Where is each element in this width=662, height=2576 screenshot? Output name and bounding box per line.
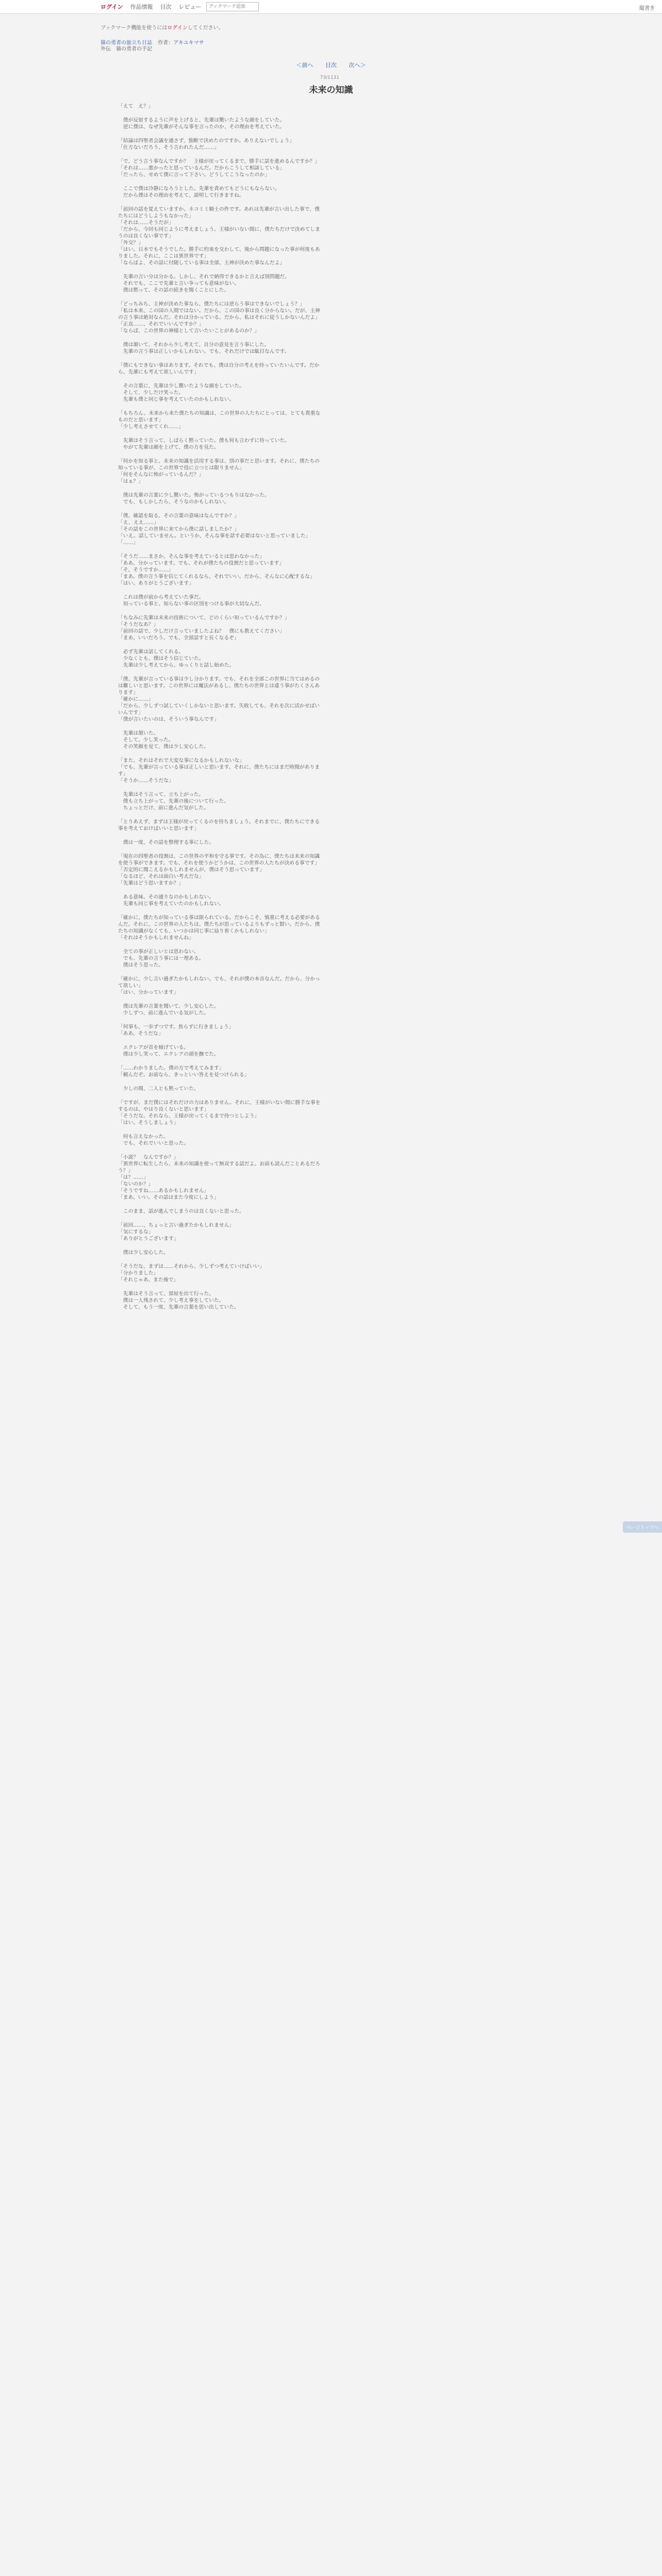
body-paragraph: 「そうだな、まずは……それから、少しずつ考えていけばいい」 「分かりました」 「それじゃあ、また後で」 <box>118 1264 265 1283</box>
body-paragraph: 僕は頷いて、それから少し考えて、自分の意見を言う事にした。 先輩の言う事は正しいかもしれない。でも、それだけでは駄目なんです。 <box>123 342 290 354</box>
body-paragraph: 僕は先輩の言葉を聞いて、少し安心した。 少しずつ、前に進んでいる気がした。 <box>123 1004 219 1016</box>
author-label: 作者： <box>158 40 174 46</box>
toc-link[interactable]: 目次 <box>325 62 337 69</box>
body-paragraph: 先輩はそう言って、部屋を出て行った。 僕は一人残されて、少し考え事をしていた。 そして、もう一度、先輩の言葉を思い出していた。 <box>123 1291 239 1310</box>
vertical-writing-link[interactable]: 縦書き <box>639 6 655 11</box>
nav-link-toc[interactable]: 目次 <box>160 4 172 10</box>
body-paragraph: 「ちなみに先輩は未来の技術について、どのくらい知っているんですか？」 「そうだなあ？」 「前回の話で、少しだけ言っていましたよね？ 僕にも教えてください」 「まあ、いいだろう。でも、全部話すと長くなるぞ」 <box>118 615 290 641</box>
body-paragraph: 先輩の言い分は分かる。しかし、それで納得できるかと言えば別問題だ。 それでも、ここで先輩と言い争っても意味がない。 僕は黙って、その話の続きを聞くことにした。 <box>123 274 290 293</box>
body-paragraph: 「何事も、一歩ずつです。焦らずに行きましょう」 「ああ、そうだな」 <box>118 1024 234 1037</box>
body-paragraph: 「確かに、少し言い過ぎたかもしれない。でも、それが僕の本音なんだ。だから、分かって欲しい」 「はい、分かっています」 <box>118 976 320 995</box>
notice-prefix: ブックマーク機能を使うには <box>101 25 168 31</box>
body-paragraph: 「ですが、まだ僕にはそれだけの力はありません。それに、王様がいない間に勝手な事をするのは、やはり良くないと思います」 「そうだな。それなら、王様が戻ってくるまで待つとしよう」 「はい。そうしましょう」 <box>118 1100 321 1126</box>
body-paragraph: 「前回の話を覚えていますか。ネコミミ騎士の件です。あれは先輩が言い出した事で、僕たちにはどうしようもなかった」 「それは……そうだが」 「だから、今回も同じように考えましょう。王様がいない間に、僕たちだけで決めてしまうのは良くない事です」 「外交？」 「はい。日本でもそうでした。勝手に約束を交わして、後から問題になった事が何度もありました。それに、ここは異世界です」 「ならばよ、その話に付随している事は全部、主神が決めた事なんだよ」 <box>118 207 320 266</box>
body-paragraph: 「僕、先輩が言っている事は少し分かります。でも、それを全部この世界に当てはめるのは難しいと思います。この世界には魔法があるし、僕たちの世界とは違う事がたくさんあります」 「確かに……」 「だから、少しずつ試していくしかないと思います。失敗しても、それを次に活かせばいいんです」 「僕が言いたいのは、そういう事なんです」 <box>118 676 320 722</box>
body-paragraph: 全ての事が正しいとは思わない。 でも、先輩の言う事には一理ある。 僕はそう思った。 <box>123 949 204 968</box>
body-paragraph: 「また、それはそれで大変な事になるかもしれないな」 「でも、先輩が言っている事は正しいと思います。それに、僕たちにはまだ時間があります」 「そうか……そうだな」 <box>118 758 320 784</box>
notice-suffix: してください。 <box>187 25 224 31</box>
body-paragraph: 「結論は四聖者会議を通さず、独断で決めたのですか。ありえないでしょう」 「仕方ないだろう、そう言われたんだ……」 <box>118 138 295 150</box>
bookmark-notice <box>101 23 224 31</box>
body-paragraph: 「小説？ なんですか？」 「異世界に転生したら、未来の知識を使って無双する話だよ。お前も読んだことあるだろう？」 「は？……」 「ないのか？」 「そうですね……あるかもしれません」 「まあ、いい。その話はまた今度にしよう」 <box>118 1155 320 1200</box>
author-link[interactable]: アキユキマサ <box>173 40 204 46</box>
body-paragraph: 少しの間、二人とも黙っていた。 <box>118 1086 199 1092</box>
body-paragraph: 先輩はそう言って、しばらく黙っていた。僕も何も言わずに待っていた。 やがて先輩は顔を上げて、僕の方を見た。 <box>123 438 290 450</box>
body-paragraph: 「何かを知る事と、未来の知識を活用する事は、別の事だと思います。それに、僕たちの知っている事が、この世界で役に立つとは限りません」 「何をそんなに怖がっているんだ？」 「はぁ？」 <box>118 459 320 484</box>
nav-link-work-info[interactable]: 作品情報 <box>130 4 153 10</box>
body-paragraph: 先輩はそう言って、立ち上がった。 僕も立ち上がって、先輩の後について行った。 ちょっとだけ、前に進んだ気がした。 <box>123 792 229 811</box>
bookmark-button[interactable] <box>206 2 259 11</box>
series-title-link[interactable]: 猫の勇者の旅立ち日誌 <box>101 40 152 46</box>
body-paragraph: このまま、話が進んでしまうのは良くないと思った。 <box>118 1209 244 1214</box>
login-link[interactable]: ログイン <box>101 4 123 10</box>
work-subtitle: 外伝 猫の勇者の手記 <box>101 46 152 52</box>
prev-episode-link[interactable]: ＜前へ <box>296 62 313 69</box>
body-paragraph: ここで僕は冷静になろうとした。先輩を責めてもどうにもならない。 だから僕はその理由を考えて、説明して行きますね。 <box>123 186 280 198</box>
novel-body <box>118 103 324 1318</box>
body-paragraph: 「僕にもできない事はあります。それでも、僕は自分の考えを持っていたいんです。だから、先輩にも考えて欲しいんです」 <box>118 363 320 375</box>
episode-number: 73/1131 <box>320 75 339 80</box>
top-navigation-bar <box>0 0 662 14</box>
body-paragraph: 僕は少し安心した。 <box>118 1250 169 1256</box>
page-top-button[interactable]: ページトップへ <box>623 1521 662 1533</box>
body-paragraph: 「前回……、ちょっと言い過ぎたかもしれません」 「気にするな」 「ありがとうございます」 <box>118 1223 235 1242</box>
body-paragraph: 「とりあえず、まずは王様が戻ってくるのを待ちましょう。それまでに、僕たちにできる事を考えておけばいいと思います」 <box>118 819 320 832</box>
body-paragraph: ある意味、その通りなのかもしれない。 先輩も同じ事を考えていたのかもしれない。 <box>123 894 224 907</box>
body-paragraph: 僕が反射するように声を上げると、先輩は驚いたような顔をしていた。 逆に僕は、なぜ先輩がそんな事を言ったのか、その理由を考えていた。 <box>123 117 285 130</box>
body-paragraph: 「どっちみち、主神が決めた事なら、僕たちには逆らう事はできないでしょう？」 「私は本来、この国の人間ではない。だから、この国の事は良く分からない。だが、主神の言う事は絶対なんだ。それは分かっている。だから、私はそれに従うしかないんだよ」 「正直……、それでいいんですか？」 「ならば、この世界の神様として言いたいことがあるのか？」 <box>118 301 320 334</box>
body-paragraph: 「確かに、僕たちが知っている事は限られている。だからこそ、慎重に考える必要があるんだ。それに、この世界の人たちは、僕たちが思っているよりもずっと賢い。だから、僕たちの知識がなくても、いつかは同じ事に辿り着くかもしれない」 「それはそうかもしれませんね」 <box>118 915 320 941</box>
nav-link-review[interactable]: レビュー <box>178 4 202 10</box>
body-paragraph: 必ず先輩は話してくれる。 少なくとも、僕はそう信じていた。 先輩は少し考えてから、ゆっくりと話し始めた。 <box>123 649 235 668</box>
body-paragraph: エクレアが首を傾げている。 僕は少し笑って、エクレアの頭を撫でた。 <box>123 1045 219 1057</box>
episode-title: 未来の知識 <box>309 85 353 95</box>
body-paragraph: 「えて え？」 <box>118 104 154 109</box>
body-paragraph: 「で、どう言う事なんですか？ 王様が戻ってくるまで、勝手に話を進めるんですか？」 「それは……悪かったと思っているんだ。だからこうして相談している」 「だったら、せめて僕に言って下さい。どうしてこうなったのか」 <box>118 159 320 178</box>
body-paragraph: 何も言えなかった。 でも、それでいいと思った。 <box>123 1134 189 1146</box>
body-paragraph: 「もちろん、未来から来た僕たちの知識は、この世界の人たちにとっては、とても貴重なものだと思います」 「少し考えさせてくれ……」 <box>118 411 321 430</box>
body-paragraph: 先輩は頷いた。 そして、少し笑った。 その笑顔を見て、僕は少し安心した。 <box>123 731 209 750</box>
body-paragraph: 僕は一度、その話を整理する事にした。 <box>118 840 214 845</box>
body-paragraph: 「……わかりました。僕の方で考えてみます」 「頼んだぞ。お前なら、きっといい答えを見つけられる」 <box>118 1065 250 1078</box>
body-paragraph: これは僕が前から考えていた事だ。 知っている事と、知らない事の区別をつける事が大切なんだ。 <box>123 595 265 607</box>
notice-login-link[interactable]: ログイン <box>167 25 188 31</box>
body-paragraph: 「そうだ……まさか、そんな事を考えているとは思わなかった」 「ああ、分かっています。でも、それが僕たちの役割だと思っています」 「そ、そうですか……」 「まあ、僕の言う事を信じてくれるなら、それでいい。だから、そんなに心配するな」 「はい。ありがとうございます」 <box>118 554 315 586</box>
pager <box>0 61 662 69</box>
body-paragraph: その言葉に、先輩は少し驚いたような顔をしていた。 そして、少しだけ笑った。 先輩も僕と同じ事を考えていたのかもしれない。 <box>123 383 244 402</box>
body-paragraph: 僕は先輩の言葉に少し驚いた。怖がっているつもりはなかった。 でも、もしかしたら、そうなのかもしれない。 <box>123 493 270 505</box>
next-episode-link[interactable]: 次へ＞ <box>349 62 366 69</box>
body-paragraph: 「僕、確認を取る、その言葉の意味はなんですか？」 「え、ええ……」 「その話をこの世界に来てから僕に話しましたか？」 「いえ。話していません。というか、そんな事を話す必要はないと思っていました」 「……」 <box>118 513 311 546</box>
body-paragraph: 「現在の四聖者の役割は、この世界の平和を守る事です。その為に、僕たちは未来の知識を使う事ができます。でも、それを使うかどうかは、この世界の人たちが決める事です」 「否定的に聞こえるかもしれませんが、僕はそう思っています」 「なるほど、それは面白い考えだな」 「先輩はどう思いますか？」 <box>118 854 320 886</box>
